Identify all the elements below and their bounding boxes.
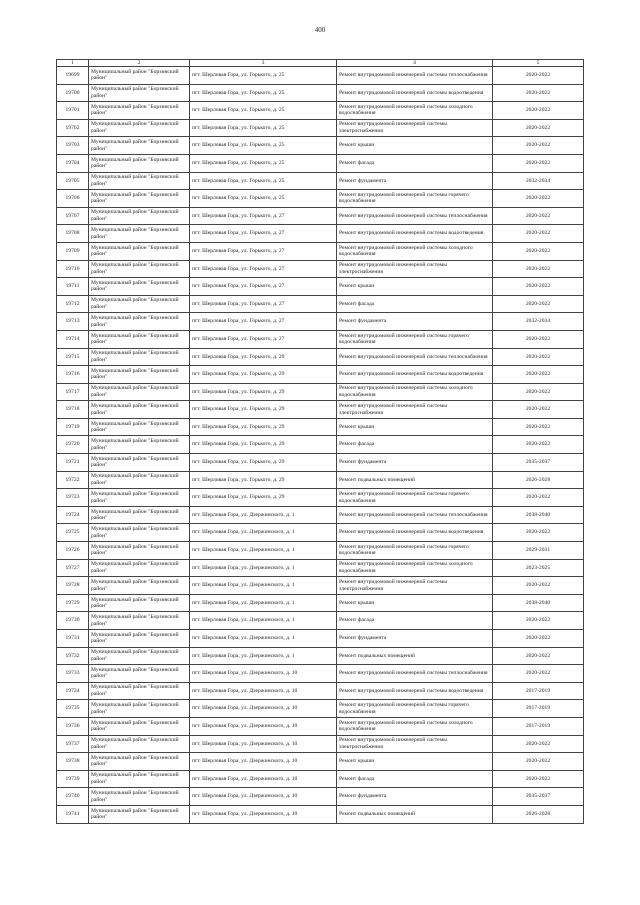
row-number-cell: 19717 [57,383,89,401]
period-cell: 2020-2022 [493,278,584,296]
address-cell: пгт. Шерловая Гора, ул. Горького, д. 25 [190,154,337,172]
period-cell: 2020-2022 [493,489,584,507]
municipality-cell: Муниципальный район "Борзинский район" [89,788,190,806]
municipality-cell: Муниципальный район "Борзинский район" [89,770,190,788]
period-cell: 2026-2028 [493,471,584,489]
period-cell: 2035-2037 [493,454,584,472]
work-type-cell: Ремонт фундамента [337,788,493,806]
work-type-cell: Ремонт крыши [337,594,493,612]
municipality-cell: Муниципальный район "Борзинский район" [89,506,190,524]
work-type-cell: Ремонт фасада [337,295,493,313]
table-row [57,225,584,243]
table-row [57,260,584,278]
row-number-cell: 19719 [57,418,89,436]
period-cell: 2026-2028 [493,805,584,823]
address-cell: пгт. Шерловая Гора, ул. Горького, д. 25 [190,67,337,85]
municipality-cell: Муниципальный район "Борзинский район" [89,348,190,366]
period-cell: 2020-2022 [493,577,584,595]
period-cell: 2020-2022 [493,330,584,348]
table-row [57,84,584,102]
table-row [57,717,584,735]
repair-schedule-table [56,59,584,824]
period-cell: 2020-2022 [493,84,584,102]
work-type-cell: Ремонт внутридомовой инженерной системы водоотведения [337,682,493,700]
address-cell: пгт. Шерловая Гора, ул. Горького, д. 29 [190,489,337,507]
table-row [57,295,584,313]
municipality-cell: Муниципальный район "Борзинский район" [89,366,190,384]
row-number-cell: 19714 [57,330,89,348]
table-row [57,401,584,419]
work-type-cell: Ремонт фундамента [337,454,493,472]
municipality-cell: Муниципальный район "Борзинский район" [89,260,190,278]
period-cell: 2020-2022 [493,753,584,771]
municipality-cell: Муниципальный район "Борзинский район" [89,489,190,507]
row-number-cell: 19705 [57,172,89,190]
column-header: 4 [337,60,493,67]
work-type-cell: Ремонт внутридомовой инженерной системы водоотведения [337,225,493,243]
municipality-cell: Муниципальный район "Борзинский район" [89,665,190,683]
work-type-cell: Ремонт внутридомовой инженерной системы холодного водоснабжения [337,717,493,735]
work-type-cell: Ремонт крыши [337,418,493,436]
row-number-cell: 19739 [57,770,89,788]
row-number-cell: 19710 [57,260,89,278]
period-cell: 2020-2022 [493,137,584,155]
table-row [57,154,584,172]
work-type-cell: Ремонт внутридомовой инженерной системы электроснабжения [337,577,493,595]
period-cell: 2020-2022 [493,102,584,120]
table-row [57,383,584,401]
work-type-cell: Ремонт внутридомовой инженерной системы горячего водоснабжения [337,700,493,718]
period-cell: 2020-2022 [493,612,584,630]
address-cell: пгт. Шерловая Гора, ул. Горького, д. 29 [190,418,337,436]
table-row [57,647,584,665]
address-cell: пгт. Шерловая Гора, ул. Дзержинского, д. 1 [190,577,337,595]
column-header: 3 [190,60,337,67]
table-row [57,506,584,524]
work-type-cell: Ремонт крыши [337,753,493,771]
table-row [57,278,584,296]
work-type-cell: Ремонт фундамента [337,313,493,331]
address-cell: пгт. Шерловая Гора, ул. Горького, д. 29 [190,436,337,454]
period-cell: 2038-2040 [493,594,584,612]
work-type-cell: Ремонт фундамента [337,630,493,648]
municipality-cell: Муниципальный район "Борзинский район" [89,577,190,595]
municipality-cell: Муниципальный район "Борзинский район" [89,805,190,823]
work-type-cell: Ремонт внутридомовой инженерной системы горячего водоснабжения [337,190,493,208]
municipality-cell: Муниципальный район "Борзинский район" [89,102,190,120]
address-cell: пгт. Шерловая Гора, ул. Горького, д. 27 [190,242,337,260]
address-cell: пгт. Шерловая Гора, ул. Дзержинского, д. 1 [190,647,337,665]
row-number-cell: 19721 [57,454,89,472]
table-row [57,313,584,331]
period-cell: 2020-2022 [493,366,584,384]
period-cell: 2020-2022 [493,524,584,542]
column-header: 2 [89,60,190,67]
table-row [57,67,584,85]
municipality-cell: Муниципальный район "Борзинский район" [89,594,190,612]
work-type-cell: Ремонт внутридомовой инженерной системы холодного водоснабжения [337,102,493,120]
work-type-cell: Ремонт фасада [337,154,493,172]
row-number-cell: 19708 [57,225,89,243]
work-type-cell: Ремонт подвальных помещений [337,471,493,489]
work-type-cell: Ремонт внутридомовой инженерной системы электроснабжения [337,260,493,278]
address-cell: пгт. Шерловая Гора, ул. Горького, д. 29 [190,454,337,472]
address-cell: пгт. Шерловая Гора, ул. Дзержинского, д. 1 [190,524,337,542]
municipality-cell: Муниципальный район "Борзинский район" [89,630,190,648]
work-type-cell: Ремонт внутридомовой инженерной системы холодного водоснабжения [337,559,493,577]
municipality-cell: Муниципальный район "Борзинский район" [89,383,190,401]
address-cell: пгт. Шерловая Гора, ул. Дзержинского, д. 10 [190,665,337,683]
address-cell: пгт. Шерловая Гора, ул. Дзержинского, д. 1 [190,612,337,630]
table-row [57,577,584,595]
row-number-cell: 19699 [57,67,89,85]
row-number-cell: 19712 [57,295,89,313]
municipality-cell: Муниципальный район "Борзинский район" [89,119,190,137]
table-row [57,735,584,753]
column-header: 5 [493,60,584,67]
table-row [57,436,584,454]
municipality-cell: Муниципальный район "Борзинский район" [89,471,190,489]
period-cell: 2020-2022 [493,154,584,172]
row-number-cell: 19709 [57,242,89,260]
table-row [57,700,584,718]
address-cell: пгт. Шерловая Гора, ул. Дзержинского, д. 10 [190,805,337,823]
page-number: 400 [314,26,326,34]
work-type-cell: Ремонт фасада [337,436,493,454]
row-number-cell: 19737 [57,735,89,753]
work-type-cell: Ремонт крыши [337,137,493,155]
row-number-cell: 19738 [57,753,89,771]
municipality-cell: Муниципальный район "Борзинский район" [89,542,190,560]
row-number-cell: 19732 [57,647,89,665]
table-row [57,682,584,700]
address-cell: пгт. Шерловая Гора, ул. Горького, д. 29 [190,471,337,489]
table-row [57,330,584,348]
period-cell: 2020-2022 [493,665,584,683]
period-cell: 2029-2031 [493,542,584,560]
work-type-cell: Ремонт внутридомовой инженерной системы теплоснабжения [337,67,493,85]
work-type-cell: Ремонт внутридомовой инженерной системы теплоснабжения [337,665,493,683]
address-cell: пгт. Шерловая Гора, ул. Горького, д. 25 [190,137,337,155]
period-cell: 2020-2022 [493,207,584,225]
municipality-cell: Муниципальный район "Борзинский район" [89,753,190,771]
municipality-cell: Муниципальный район "Борзинский район" [89,559,190,577]
work-type-cell: Ремонт внутридомовой инженерной системы электроснабжения [337,119,493,137]
table-row [57,471,584,489]
row-number-cell: 19715 [57,348,89,366]
row-number-cell: 19730 [57,612,89,630]
period-cell: 2035-2037 [493,788,584,806]
work-type-cell: Ремонт внутридомовой инженерной системы водоотведения [337,366,493,384]
header-row [57,60,584,67]
table-row [57,665,584,683]
period-cell: 2038-2040 [493,506,584,524]
row-number-cell: 19711 [57,278,89,296]
work-type-cell: Ремонт фасада [337,770,493,788]
address-cell: пгт. Шерловая Гора, ул. Горького, д. 27 [190,278,337,296]
address-cell: пгт. Шерловая Гора, ул. Горького, д. 27 [190,313,337,331]
municipality-cell: Муниципальный район "Борзинский район" [89,67,190,85]
period-cell: 2020-2022 [493,190,584,208]
address-cell: пгт. Шерловая Гора, ул. Дзержинского, д. 10 [190,682,337,700]
table-row [57,454,584,472]
table-row [57,788,584,806]
work-type-cell: Ремонт внутридомовой инженерной системы электроснабжения [337,735,493,753]
municipality-cell: Муниципальный район "Борзинский район" [89,700,190,718]
table-row [57,630,584,648]
municipality-cell: Муниципальный район "Борзинский район" [89,225,190,243]
table-row [57,559,584,577]
table-row [57,542,584,560]
row-number-cell: 19702 [57,119,89,137]
work-type-cell: Ремонт фасада [337,612,493,630]
period-cell: 2020-2022 [493,647,584,665]
work-type-cell: Ремонт внутридомовой инженерной системы холодного водоснабжения [337,383,493,401]
address-cell: пгт. Шерловая Гора, ул. Дзержинского, д. 10 [190,735,337,753]
period-cell: 2020-2022 [493,630,584,648]
table-row [57,753,584,771]
row-number-cell: 19735 [57,700,89,718]
address-cell: пгт. Шерловая Гора, ул. Горького, д. 29 [190,401,337,419]
municipality-cell: Муниципальный район "Борзинский район" [89,682,190,700]
table-row [57,418,584,436]
period-cell: 2020-2022 [493,260,584,278]
work-type-cell: Ремонт внутридомовой инженерной системы водоотведения [337,84,493,102]
municipality-cell: Муниципальный район "Борзинский район" [89,278,190,296]
table-row [57,805,584,823]
period-cell: 2020-2022 [493,735,584,753]
work-type-cell: Ремонт внутридомовой инженерной системы теплоснабжения [337,506,493,524]
row-number-cell: 19707 [57,207,89,225]
table-row [57,348,584,366]
address-cell: пгт. Шерловая Гора, ул. Дзержинского, д. 1 [190,559,337,577]
period-cell: 2020-2022 [493,225,584,243]
work-type-cell: Ремонт внутридомовой инженерной системы горячего водоснабжения [337,330,493,348]
address-cell: пгт. Шерловая Гора, ул. Горького, д. 27 [190,225,337,243]
address-cell: пгт. Шерловая Гора, ул. Горького, д. 27 [190,330,337,348]
row-number-cell: 19701 [57,102,89,120]
municipality-cell: Муниципальный район "Борзинский район" [89,207,190,225]
address-cell: пгт. Шерловая Гора, ул. Дзержинского, д. 1 [190,506,337,524]
table-row [57,594,584,612]
period-cell: 2020-2022 [493,401,584,419]
row-number-cell: 19729 [57,594,89,612]
row-number-cell: 19733 [57,665,89,683]
table-row [57,207,584,225]
table-row [57,524,584,542]
period-cell: 2020-2022 [493,119,584,137]
row-number-cell: 19713 [57,313,89,331]
address-cell: пгт. Шерловая Гора, ул. Дзержинского, д. 10 [190,770,337,788]
row-number-cell: 19723 [57,489,89,507]
municipality-cell: Муниципальный район "Борзинский район" [89,612,190,630]
address-cell: пгт. Шерловая Гора, ул. Дзержинского, д. 10 [190,700,337,718]
table-row [57,137,584,155]
period-cell: 2032-2034 [493,172,584,190]
table-row [57,612,584,630]
address-cell: пгт. Шерловая Гора, ул. Дзержинского, д. 1 [190,594,337,612]
period-cell: 2020-2022 [493,242,584,260]
address-cell: пгт. Шерловая Гора, ул. Горького, д. 29 [190,366,337,384]
work-type-cell: Ремонт внутридомовой инженерной системы водоотведения [337,524,493,542]
address-cell: пгт. Шерловая Гора, ул. Дзержинского, д. 10 [190,753,337,771]
address-cell: пгт. Шерловая Гора, ул. Горького, д. 25 [190,84,337,102]
row-number-cell: 19716 [57,366,89,384]
period-cell: 2017-2019 [493,682,584,700]
municipality-cell: Муниципальный район "Борзинский район" [89,313,190,331]
municipality-cell: Муниципальный район "Борзинский район" [89,295,190,313]
address-cell: пгт. Шерловая Гора, ул. Горького, д. 27 [190,295,337,313]
row-number-cell: 19700 [57,84,89,102]
municipality-cell: Муниципальный район "Борзинский район" [89,401,190,419]
municipality-cell: Муниципальный район "Борзинский район" [89,330,190,348]
municipality-cell: Муниципальный район "Борзинский район" [89,524,190,542]
row-number-cell: 19728 [57,577,89,595]
municipality-cell: Муниципальный район "Борзинский район" [89,717,190,735]
column-header: 1 [57,60,89,67]
row-number-cell: 19734 [57,682,89,700]
municipality-cell: Муниципальный район "Борзинский район" [89,154,190,172]
address-cell: пгт. Шерловая Гора, ул. Горького, д. 25 [190,119,337,137]
row-number-cell: 19724 [57,506,89,524]
address-cell: пгт. Шерловая Гора, ул. Горького, д. 25 [190,172,337,190]
work-type-cell: Ремонт подвальных помещений [337,805,493,823]
address-cell: пгт. Шерловая Гора, ул. Дзержинского, д. 1 [190,542,337,560]
address-cell: пгт. Шерловая Гора, ул. Дзержинского, д. 1 [190,630,337,648]
period-cell: 2017-2019 [493,717,584,735]
municipality-cell: Муниципальный район "Борзинский район" [89,242,190,260]
period-cell: 2020-2022 [493,770,584,788]
row-number-cell: 19704 [57,154,89,172]
work-type-cell: Ремонт внутридомовой инженерной системы горячего водоснабжения [337,542,493,560]
table-row [57,102,584,120]
period-cell: 2020-2022 [493,348,584,366]
table-row [57,770,584,788]
address-cell: пгт. Шерловая Гора, ул. Дзержинского, д. 10 [190,717,337,735]
period-cell: 2032-2034 [493,313,584,331]
row-number-cell: 19731 [57,630,89,648]
address-cell: пгт. Шерловая Гора, ул. Горького, д. 25 [190,190,337,208]
table-row [57,242,584,260]
municipality-cell: Муниципальный район "Борзинский район" [89,84,190,102]
row-number-cell: 19725 [57,524,89,542]
row-number-cell: 19741 [57,805,89,823]
address-cell: пгт. Шерловая Гора, ул. Горького, д. 27 [190,207,337,225]
municipality-cell: Муниципальный район "Борзинский район" [89,735,190,753]
address-cell: пгт. Шерловая Гора, ул. Горького, д. 29 [190,348,337,366]
work-type-cell: Ремонт внутридомовой инженерной системы холодного водоснабжения [337,242,493,260]
work-type-cell: Ремонт подвальных помещений [337,647,493,665]
row-number-cell: 19722 [57,471,89,489]
work-type-cell: Ремонт фундамента [337,172,493,190]
municipality-cell: Муниципальный район "Борзинский район" [89,647,190,665]
municipality-cell: Муниципальный район "Борзинский район" [89,418,190,436]
municipality-cell: Муниципальный район "Борзинский район" [89,137,190,155]
table-row [57,190,584,208]
period-cell: 2020-2022 [493,418,584,436]
period-cell: 2017-2019 [493,700,584,718]
period-cell: 2023-2025 [493,559,584,577]
work-type-cell: Ремонт внутридомовой инженерной системы электроснабжения [337,401,493,419]
row-number-cell: 19726 [57,542,89,560]
period-cell: 2020-2022 [493,383,584,401]
row-number-cell: 19727 [57,559,89,577]
address-cell: пгт. Шерловая Гора, ул. Горького, д. 29 [190,383,337,401]
work-type-cell: Ремонт внутридомовой инженерной системы теплоснабжения [337,207,493,225]
municipality-cell: Муниципальный район "Борзинский район" [89,436,190,454]
row-number-cell: 19736 [57,717,89,735]
row-number-cell: 19703 [57,137,89,155]
municipality-cell: Муниципальный район "Борзинский район" [89,454,190,472]
table-row [57,366,584,384]
period-cell: 2020-2022 [493,436,584,454]
municipality-cell: Муниципальный район "Борзинский район" [89,190,190,208]
work-type-cell: Ремонт внутридомовой инженерной системы горячего водоснабжения [337,489,493,507]
address-cell: пгт. Шерловая Гора, ул. Горького, д. 27 [190,260,337,278]
municipality-cell: Муниципальный район "Борзинский район" [89,172,190,190]
address-cell: пгт. Шерловая Гора, ул. Дзержинского, д. 10 [190,788,337,806]
row-number-cell: 19706 [57,190,89,208]
table-row [57,172,584,190]
period-cell: 2020-2022 [493,295,584,313]
period-cell: 2020-2022 [493,67,584,85]
table-row [57,119,584,137]
work-type-cell: Ремонт внутридомовой инженерной системы теплоснабжения [337,348,493,366]
row-number-cell: 19740 [57,788,89,806]
row-number-cell: 19720 [57,436,89,454]
table-row [57,489,584,507]
work-type-cell: Ремонт крыши [337,278,493,296]
address-cell: пгт. Шерловая Гора, ул. Горького, д. 25 [190,102,337,120]
row-number-cell: 19718 [57,401,89,419]
